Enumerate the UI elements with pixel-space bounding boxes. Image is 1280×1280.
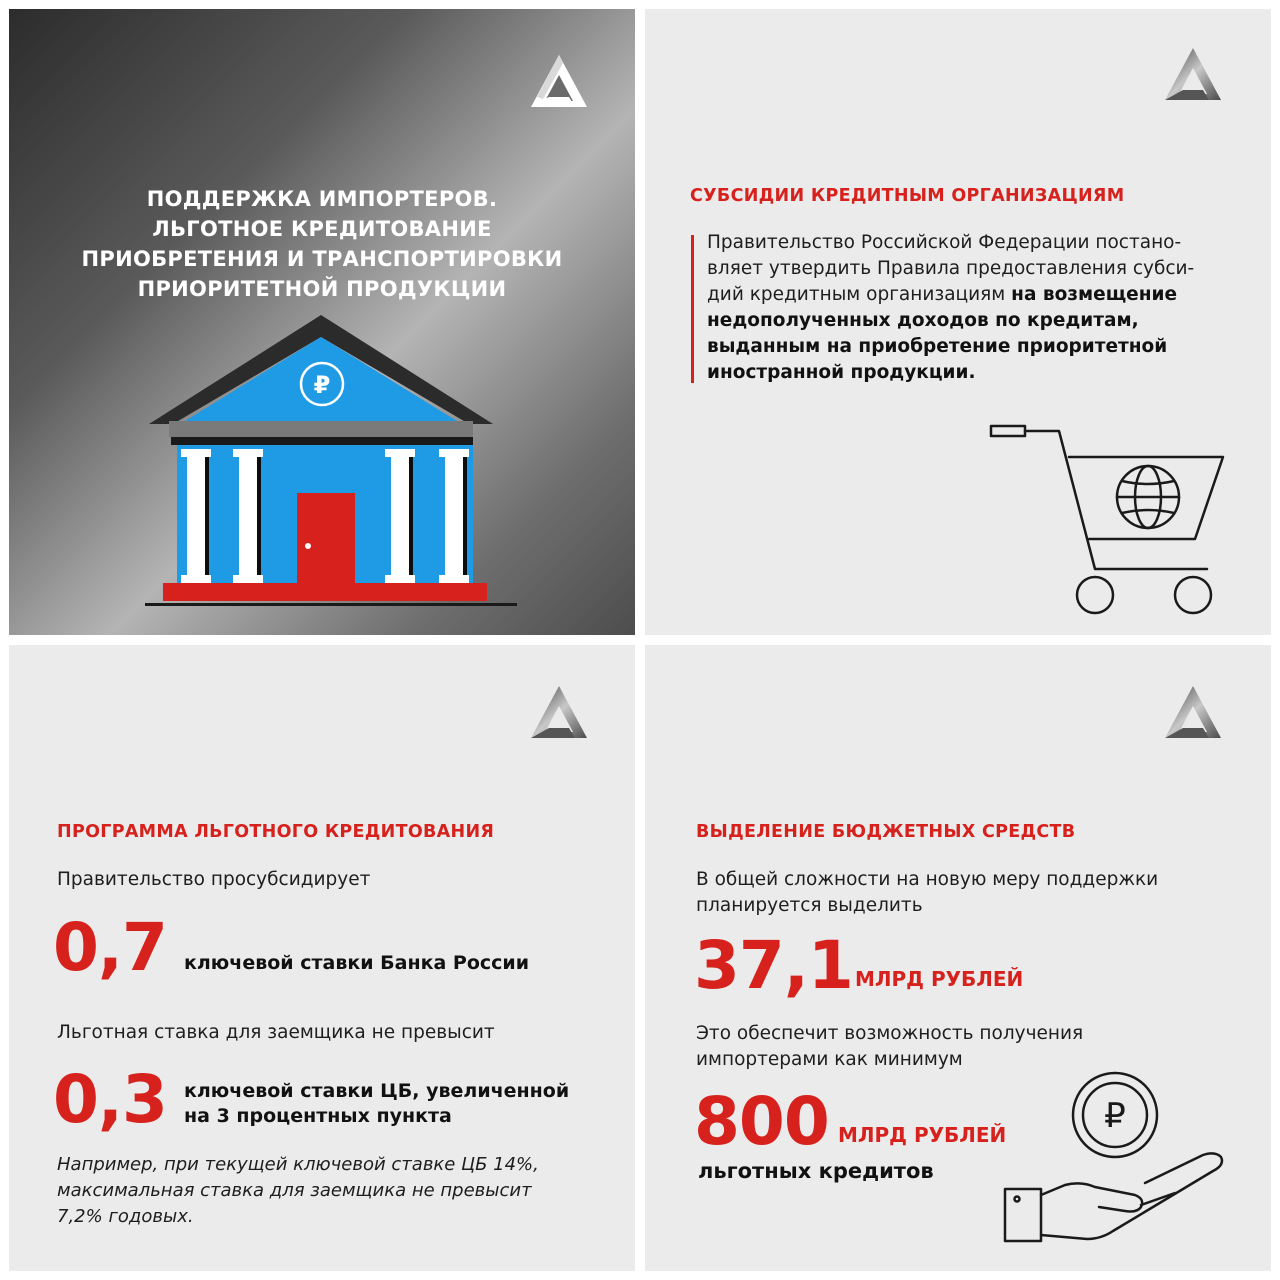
desc-line: на 3 процентных пункта <box>184 1105 452 1127</box>
panel-import-support <box>9 9 635 635</box>
number-unit: МЛРД РУБЛЕЙ <box>838 1123 1007 1147</box>
panel-budget-allocation <box>645 645 1271 1271</box>
panel-lending-program <box>9 645 635 1271</box>
text-line <box>707 282 1194 308</box>
number-desc: льготных кредитов <box>698 1159 934 1183</box>
triangle-logo-icon <box>529 684 589 740</box>
hand-coin-icon <box>995 1071 1235 1251</box>
text-line: вляет утвердить Правила предоставления субси- <box>707 258 1195 279</box>
hero-title-line: ПРИОРИТЕТНОЙ ПРОДУКЦИИ <box>137 277 507 301</box>
mid-text: Льготная ставка для заемщика не превысит <box>57 1022 495 1043</box>
hero-title-line: ПОДДЕРЖКА ИМПОРТЕРОВ. <box>146 187 498 211</box>
big-number: 0,3 <box>53 1061 167 1138</box>
ruble-symbol: ₽ <box>1104 1096 1126 1136</box>
section-title: ВЫДЕЛЕНИЕ БЮДЖЕТНЫХ СРЕДСТВ <box>696 822 1076 842</box>
text-line-bold: недополученных доходов по кредитам, <box>707 310 1139 331</box>
hero-title <box>29 184 615 304</box>
big-number: 0,7 <box>53 909 167 986</box>
number-unit: МЛРД РУБЛЕЙ <box>855 967 1024 991</box>
hero-title-line: ПРИОБРЕТЕНИЯ И ТРАНСПОРТИРОВКИ <box>81 247 563 271</box>
text-line-bold: иностранной продукции. <box>707 362 976 383</box>
subsidy-text <box>707 230 1194 386</box>
text-line: импортерами как минимум <box>696 1049 963 1070</box>
text-line-bold: на возмещение <box>1011 284 1177 305</box>
text-line-normal: дий кредитным организациям <box>707 284 1006 305</box>
example-line: максимальная ставка для заемщика не превысит <box>57 1180 532 1201</box>
example-text <box>57 1152 539 1230</box>
shopping-cart-globe-icon <box>985 419 1235 619</box>
text-line: В общей сложности на новую меру поддержки <box>696 869 1159 890</box>
big-number: 37,1 <box>694 927 853 1004</box>
desc-line: ключевой ставки ЦБ, увеличенной <box>184 1080 570 1102</box>
panel-subsidies <box>645 9 1271 635</box>
text-line: Это обеспечит возможность получения <box>696 1023 1084 1044</box>
example-line: 7,2% годовых. <box>57 1206 194 1227</box>
triangle-logo-icon <box>1163 46 1223 102</box>
example-line: Например, при текущей ключевой ставке ЦБ 14%, <box>57 1154 539 1175</box>
bank-building-icon <box>129 309 519 609</box>
text-line-bold: выданным на приобретение приоритетной <box>707 336 1168 357</box>
section-title: СУБСИДИИ КРЕДИТНЫМ ОРГАНИЗАЦИЯМ <box>690 186 1125 206</box>
big-number-desc <box>184 1079 569 1129</box>
triangle-logo-icon <box>529 53 589 109</box>
mid-text <box>696 1021 1083 1073</box>
intro-text: Правительство просубсидирует <box>57 869 371 890</box>
big-number: 800 <box>694 1083 829 1160</box>
triangle-logo-icon <box>1163 684 1223 740</box>
text-line: Правительство Российской Федерации постано- <box>707 232 1182 253</box>
ruble-symbol: ₽ <box>313 371 331 399</box>
hero-title-line: ЛЬГОТНОЕ КРЕДИТОВАНИЕ <box>152 217 492 241</box>
section-title: ПРОГРАММА ЛЬГОТНОГО КРЕДИТОВАНИЯ <box>57 822 495 842</box>
quote-bar <box>691 235 694 383</box>
text-line: планируется выделить <box>696 895 923 916</box>
big-number-desc: ключевой ставки Банка России <box>184 952 530 974</box>
intro-text <box>696 867 1158 919</box>
